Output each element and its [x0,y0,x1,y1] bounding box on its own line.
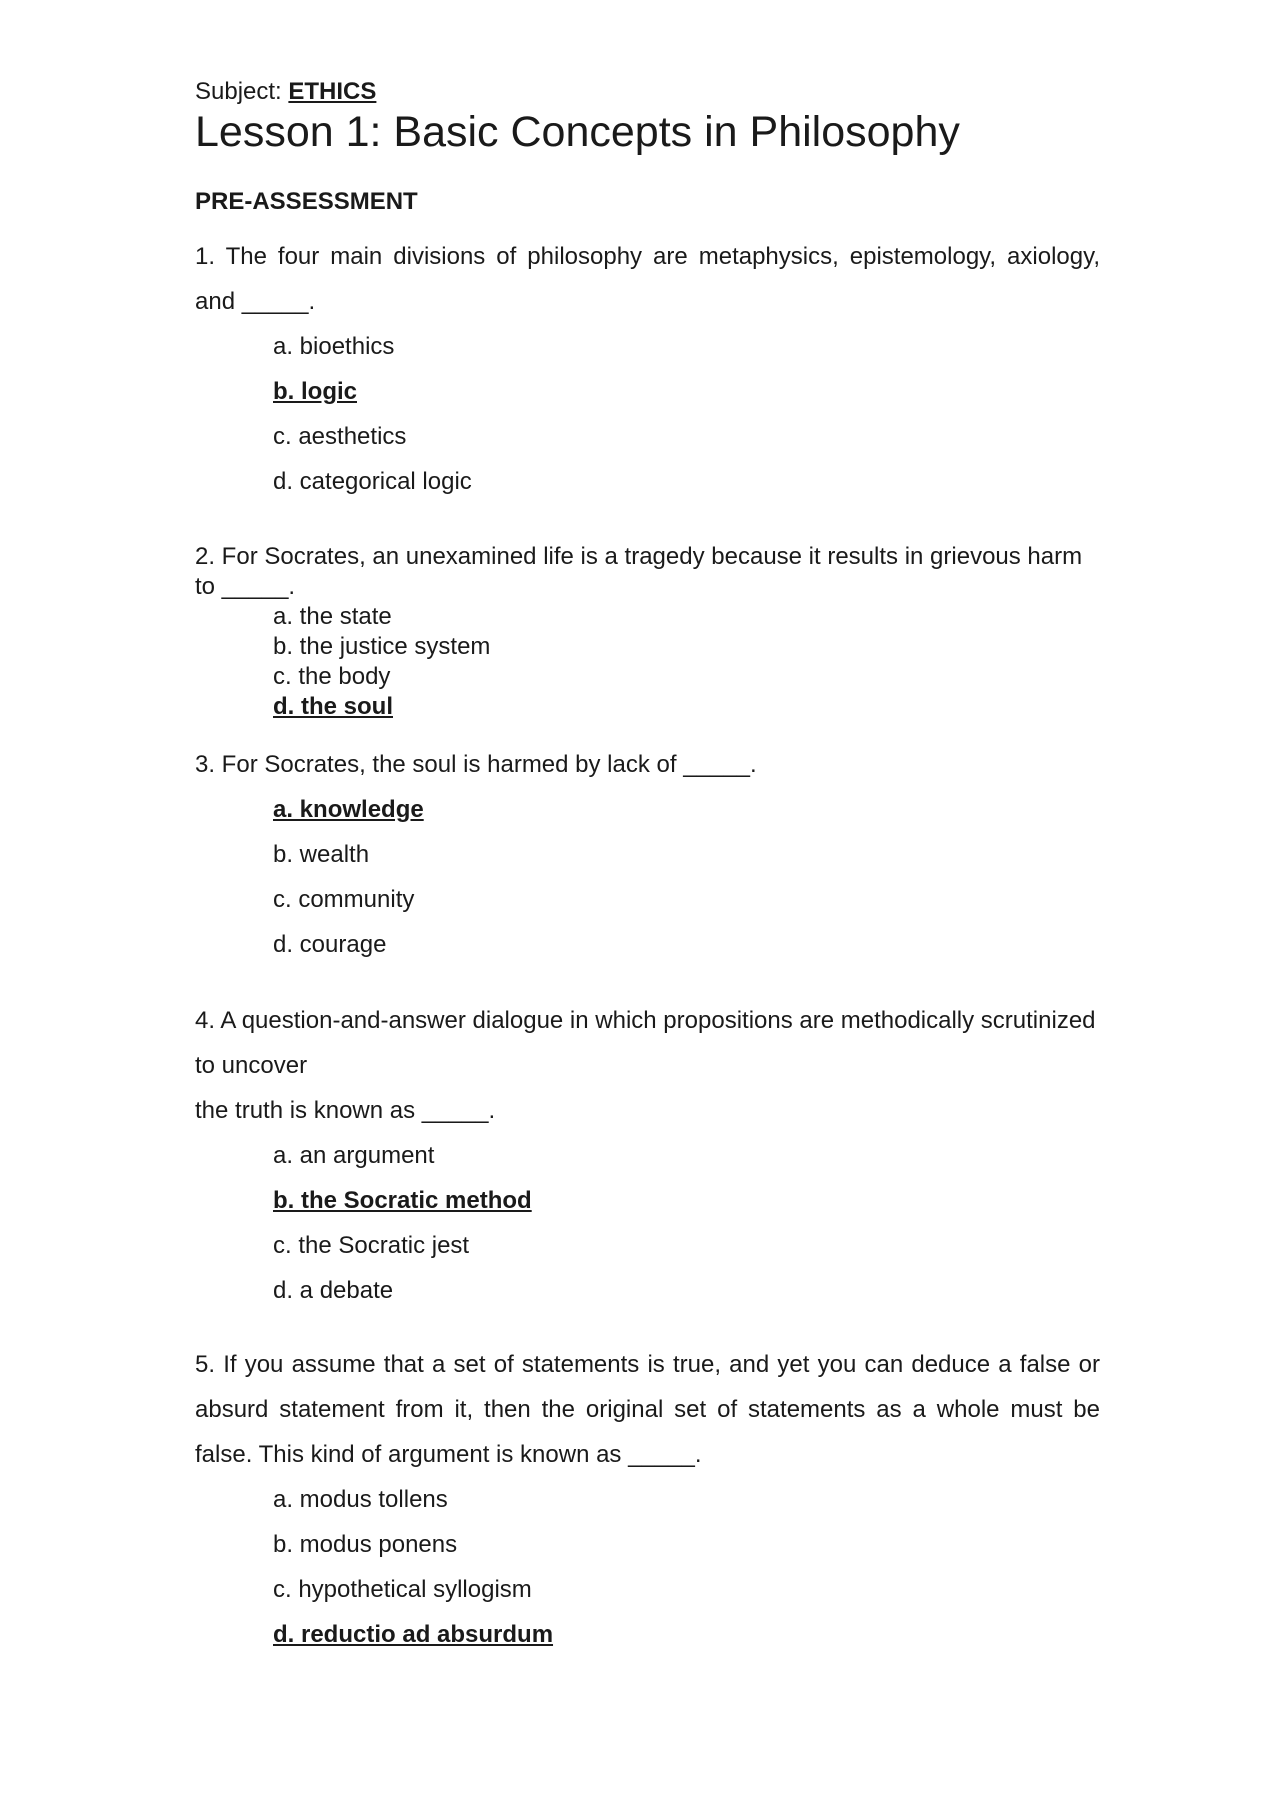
question-4 [195,998,1100,1313]
option-list [195,1477,1100,1657]
document-page [195,78,1100,1648]
option-c: c. community [273,886,415,913]
question-stem-line-2: the truth is known as _____. [195,1097,496,1124]
question-stem: 5. If you assume that a set of statements is true, and yet you can deduce a false or absurd statement from it, then the original set of statements as a whole must be false. This kind of argument is known as _____. [195,1351,1100,1468]
option-b: b. wealth [273,841,370,868]
question-stem: 1. The four main divisions of philosophy are metaphysics, epistemology, axiology, and _____. [195,243,1100,315]
option-c: c. the Socratic jest [273,1232,470,1259]
option-b: b. the justice system [273,633,491,660]
option-a: a. an argument [273,1142,435,1169]
option-b: b. modus ponens [273,1531,458,1558]
question-5 [195,1342,1100,1657]
section-heading: PRE-ASSESSMENT [195,188,418,215]
question-1 [195,234,1100,504]
question-3 [195,742,1100,967]
option-a: a. bioethics [273,333,395,360]
option-d: d. courage [273,931,387,958]
option-c: c. aesthetics [273,423,407,450]
option-a: a. the state [273,603,392,630]
subject-label: Subject: [195,78,289,105]
option-d: d. categorical logic [273,468,472,495]
question-stem-line-1: 4. A question-and-answer dialogue in which propositions are methodically scrutinized to uncover [195,1007,1096,1079]
option-c: c. the body [273,663,391,690]
option-list [195,787,1100,967]
subject-line [195,78,1100,106]
option-d: d. a debate [273,1277,394,1304]
option-a-correct: a. knowledge [273,796,424,823]
option-b-correct: b. the Socratic method [273,1187,532,1214]
question-2 [195,542,1100,722]
lesson-title: Lesson 1: Basic Concepts in Philosophy [195,108,960,156]
option-list [195,324,1100,504]
option-d-correct: d. the soul [273,693,393,720]
option-d-correct: d. reductio ad absurdum [273,1621,554,1648]
question-stem: 3. For Socrates, the soul is harmed by lack of _____. [195,751,757,778]
option-list [195,1133,1100,1313]
question-stem: 2. For Socrates, an unexamined life is a tragedy because it results in grievous harm to _____. [195,543,1083,600]
subject-value: ETHICS [288,78,377,105]
option-c: c. hypothetical syllogism [273,1576,532,1603]
option-a: a. modus tollens [273,1486,448,1513]
option-list [195,602,1100,722]
option-b-correct: b. logic [273,378,357,405]
